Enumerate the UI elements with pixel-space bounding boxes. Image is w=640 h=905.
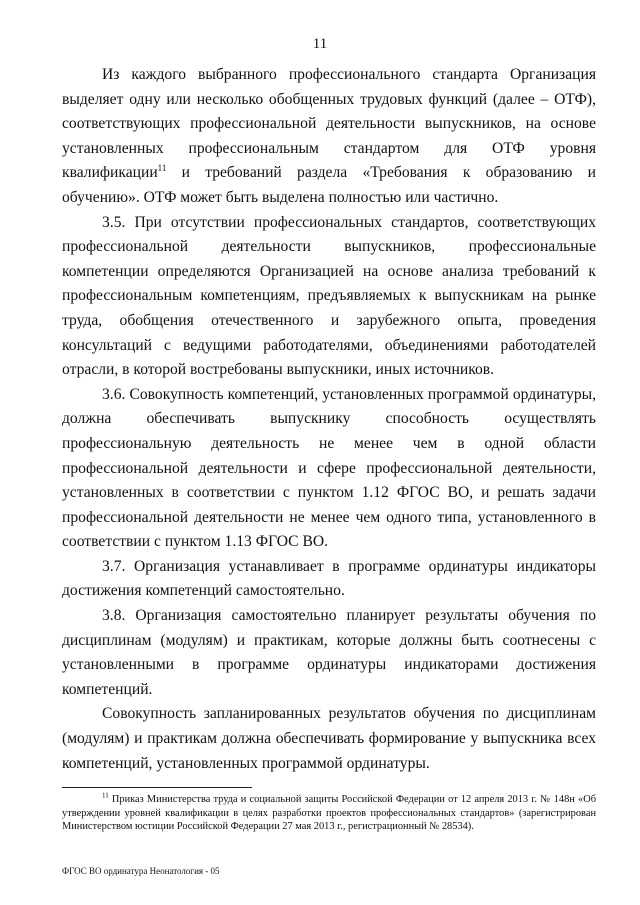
page-footer: ФГОС ВО ординатура Неонатология - 05 bbox=[62, 866, 220, 876]
document-body bbox=[62, 63, 596, 776]
footnote-reference: 11 bbox=[157, 163, 167, 174]
paragraph-3-5: 3.5. При отсутствии профессиональных стандартов, соответствующих профессиональной деятельности выпускников, профессиональные компетенции определяются Организацией на основе анализа требований к профессиональным компетенциям, предъявляемых к выпускникам на рынке труда, обобщения отечественного и зарубежного опыта, проведения консультаций с ведущими работодателями, объединениями работодателей отрасли, в которой востребованы выпускники, иных источников. bbox=[62, 213, 596, 379]
paragraph-text: Из каждого выбранного профессионального стандарта Организация выделяет одну или несколько обобщенных трудовых функций (далее – ОТФ), соответствующих профессиональной деятельности выпускников, на основе установленных профессиональным стандартом для ОТФ уровня квалификации bbox=[62, 66, 596, 182]
paragraph-otf bbox=[62, 63, 596, 211]
footnote-text: Приказ Министерства труда и социальной защиты Российской Федерации от 12 апреля 2013 г. № 148н «Об утверждении уровней квалификации в целях разработки проектов профессиональных стандартов» (зарегистрирован Министерством юстиции Российской Федерации 27 мая 2013 г., регистрационный № 28534). bbox=[62, 794, 596, 833]
paragraph-text-tail: и требований раздела «Требования к образованию и обучению». ОТФ может быть выделена полностью или частично. bbox=[62, 164, 596, 206]
paragraph-3-7: 3.7. Организация устанавливает в программе ординатуры индикаторы достижения компетенций самостоятельно. bbox=[62, 557, 596, 600]
footnote-divider bbox=[62, 787, 252, 788]
paragraph-3-8: 3.8. Организация самостоятельно планирует результаты обучения по дисциплинам (модулям) и практикам, которые должны быть соотнесены с установленными в программе ординатуры индикаторами достижения компетенций. bbox=[62, 607, 596, 698]
page-number: 11 bbox=[312, 36, 328, 52]
footnote bbox=[62, 793, 596, 834]
paragraph-results: Совокупность запланированных результатов обучения по дисциплинам (модулям) и практикам должна обеспечивать формирование у выпускника всех компетенций, установленных программой ординатуры. bbox=[62, 705, 596, 772]
footnote-mark: 11 bbox=[102, 791, 109, 800]
paragraph-3-6: 3.6. Совокупность компетенций, установленных программой ординатуры, должна обеспечивать выпускнику способность осуществлять профессиональную деятельность не менее чем в одной области профессиональной деятельности и сфере профессиональной деятельности, установленных в соответствии с пунктом 1.12 ФГОС ВО, и решать задачи профессиональной деятельности не менее чем одного типа, установленного в соответствии с пунктом 1.13 ФГОС ВО. bbox=[62, 385, 596, 551]
